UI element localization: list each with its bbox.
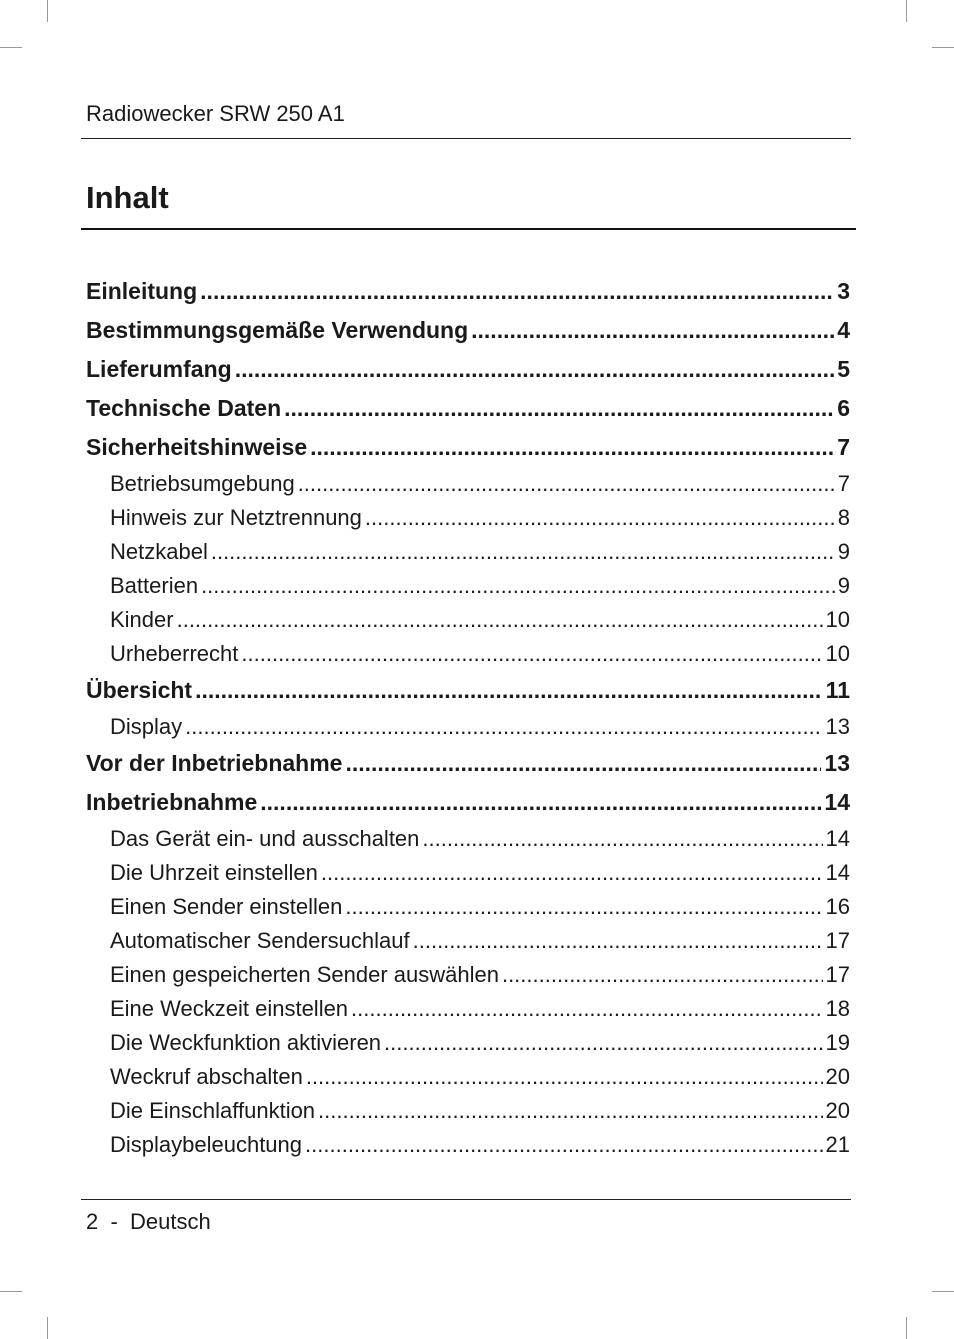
toc-dot-leader xyxy=(177,603,823,637)
toc-section-entry[interactable] xyxy=(86,637,850,671)
toc-dot-leader xyxy=(298,467,835,501)
toc-dot-leader xyxy=(195,671,823,710)
crop-mark xyxy=(906,1317,907,1339)
toc-entry-page: 11 xyxy=(825,677,850,703)
toc-entry-label: Urheberrecht xyxy=(110,641,239,666)
footer-language: Deutsch xyxy=(130,1209,211,1234)
toc-entry-label: Hinweis zur Netztrennung xyxy=(110,505,362,530)
crop-mark xyxy=(47,0,48,22)
toc-dot-leader xyxy=(211,535,835,569)
toc-entry-label: Netzkabel xyxy=(110,539,208,564)
toc-entry-page: 20 xyxy=(825,1064,850,1089)
toc-entry-label: Lieferumfang xyxy=(86,356,232,382)
toc-dot-leader xyxy=(235,350,835,389)
toc-entry-page: 14 xyxy=(825,826,850,851)
toc-entry-page: 7 xyxy=(837,434,850,460)
toc-section-entry[interactable] xyxy=(86,467,850,501)
toc-chapter-entry[interactable] xyxy=(86,311,850,350)
toc-entry-label: Technische Daten xyxy=(86,395,282,421)
toc-entry-label: Bestimmungsgemäße Verwendung xyxy=(86,317,469,343)
page-number: 2 xyxy=(86,1209,99,1234)
toc-entry-page: 3 xyxy=(837,278,850,304)
toc-dot-leader xyxy=(422,822,822,856)
toc-section-entry[interactable] xyxy=(86,992,850,1026)
toc-dot-leader xyxy=(310,428,834,467)
toc-entry-page: 9 xyxy=(837,573,850,598)
crop-mark xyxy=(906,0,907,22)
toc-chapter-entry[interactable] xyxy=(86,389,850,428)
toc-entry-label: Die Uhrzeit einstellen xyxy=(110,860,318,885)
toc-entry-page: 21 xyxy=(825,1132,850,1157)
toc-entry-page: 10 xyxy=(825,607,850,632)
toc-entry-page: 14 xyxy=(825,860,850,885)
toc-dot-leader xyxy=(260,783,821,822)
toc-dot-leader xyxy=(471,311,834,350)
toc-section-entry[interactable] xyxy=(86,1026,850,1060)
toc-dot-leader xyxy=(201,569,835,603)
toc-dot-leader xyxy=(241,637,822,671)
toc-section-entry[interactable] xyxy=(86,710,850,744)
toc-entry-label: Einen gespeicherten Sender auswählen xyxy=(110,962,499,987)
toc-entry-label: Batterien xyxy=(110,573,199,598)
toc-section-entry[interactable] xyxy=(86,924,850,958)
toc-entry-page: 8 xyxy=(837,505,850,530)
toc-entry-page: 9 xyxy=(837,539,850,564)
toc-dot-leader xyxy=(384,1026,822,1060)
toc-entry-label: Vor der Inbetriebnahme xyxy=(86,750,343,776)
toc-entry-page: 17 xyxy=(825,928,850,953)
toc-entry-label: Das Gerät ein- und ausschalten xyxy=(110,826,420,851)
toc-section-entry[interactable] xyxy=(86,501,850,535)
toc-entry-label: Eine Weckzeit einstellen xyxy=(110,996,349,1021)
toc-dot-leader xyxy=(351,992,822,1026)
crop-mark xyxy=(47,1317,48,1339)
toc-entry-label: Weckruf abschalten xyxy=(110,1064,303,1089)
toc-dot-leader xyxy=(318,1094,822,1128)
toc-entry-page: 7 xyxy=(837,471,850,496)
toc-entry-page: 17 xyxy=(825,962,850,987)
toc-entry-label: Übersicht xyxy=(86,677,193,703)
toc-entry-page: 13 xyxy=(825,714,850,739)
toc-dot-leader xyxy=(345,890,822,924)
toc-chapter-entry[interactable] xyxy=(86,272,850,311)
toc-entry-page: 18 xyxy=(825,996,850,1021)
title-rule xyxy=(81,228,856,230)
crop-mark xyxy=(932,47,954,48)
toc-dot-leader xyxy=(502,958,823,992)
toc-section-entry[interactable] xyxy=(86,1094,850,1128)
table-of-contents xyxy=(86,272,850,1162)
toc-chapter-entry[interactable] xyxy=(86,671,850,710)
toc-section-entry[interactable] xyxy=(86,1060,850,1094)
toc-dot-leader xyxy=(284,389,834,428)
toc-entry-label: Kinder xyxy=(110,607,174,632)
crop-mark xyxy=(932,1291,954,1292)
footer-separator: - xyxy=(110,1209,118,1234)
toc-entry-page: 13 xyxy=(824,750,850,776)
toc-entry-page: 4 xyxy=(837,317,850,343)
toc-entry-label: Sicherheitshinweise xyxy=(86,434,308,460)
toc-entry-page: 19 xyxy=(825,1030,850,1055)
toc-entry-page: 16 xyxy=(825,894,850,919)
toc-entry-label: Die Einschlaffunktion xyxy=(110,1098,316,1123)
crop-mark xyxy=(0,47,22,48)
toc-entry-label: Displaybeleuchtung xyxy=(110,1132,303,1157)
crop-mark xyxy=(0,1291,22,1292)
toc-entry-label: Inbetriebnahme xyxy=(86,789,258,815)
toc-entry-page: 6 xyxy=(837,395,850,421)
toc-section-entry[interactable] xyxy=(86,890,850,924)
toc-entry-label: Einen Sender einstellen xyxy=(110,894,343,919)
page-footer xyxy=(86,1208,211,1236)
toc-dot-leader xyxy=(413,924,823,958)
toc-dot-leader xyxy=(306,1060,823,1094)
toc-entry-page: 10 xyxy=(825,641,850,666)
toc-dot-leader xyxy=(185,710,822,744)
page-title: Inhalt xyxy=(86,180,169,215)
toc-entry-label: Automatischer Sendersuchlauf xyxy=(110,928,410,953)
running-header: Radiowecker SRW 250 A1 xyxy=(86,101,345,126)
toc-entry-page: 20 xyxy=(825,1098,850,1123)
toc-entry-label: Betriebsumgebung xyxy=(110,471,295,496)
toc-dot-leader xyxy=(200,272,834,311)
toc-section-entry[interactable] xyxy=(86,958,850,992)
header-rule xyxy=(81,138,851,139)
toc-dot-leader xyxy=(305,1128,822,1162)
toc-entry-page: 5 xyxy=(837,356,850,382)
toc-entry-label: Einleitung xyxy=(86,278,198,304)
toc-section-entry[interactable] xyxy=(86,1128,850,1162)
toc-entry-page: 14 xyxy=(824,789,850,815)
toc-section-entry[interactable] xyxy=(86,535,850,569)
toc-dot-leader xyxy=(365,501,835,535)
toc-dot-leader xyxy=(321,856,823,890)
toc-section-entry[interactable] xyxy=(86,822,850,856)
footer-rule xyxy=(81,1199,851,1200)
toc-chapter-entry[interactable] xyxy=(86,428,850,467)
toc-dot-leader xyxy=(345,744,821,783)
toc-section-entry[interactable] xyxy=(86,856,850,890)
toc-chapter-entry[interactable] xyxy=(86,350,850,389)
toc-chapter-entry[interactable] xyxy=(86,783,850,822)
toc-chapter-entry[interactable] xyxy=(86,744,850,783)
toc-section-entry[interactable] xyxy=(86,603,850,637)
toc-entry-label: Die Weckfunktion aktivieren xyxy=(110,1030,382,1055)
toc-entry-label: Display xyxy=(110,714,183,739)
toc-section-entry[interactable] xyxy=(86,569,850,603)
